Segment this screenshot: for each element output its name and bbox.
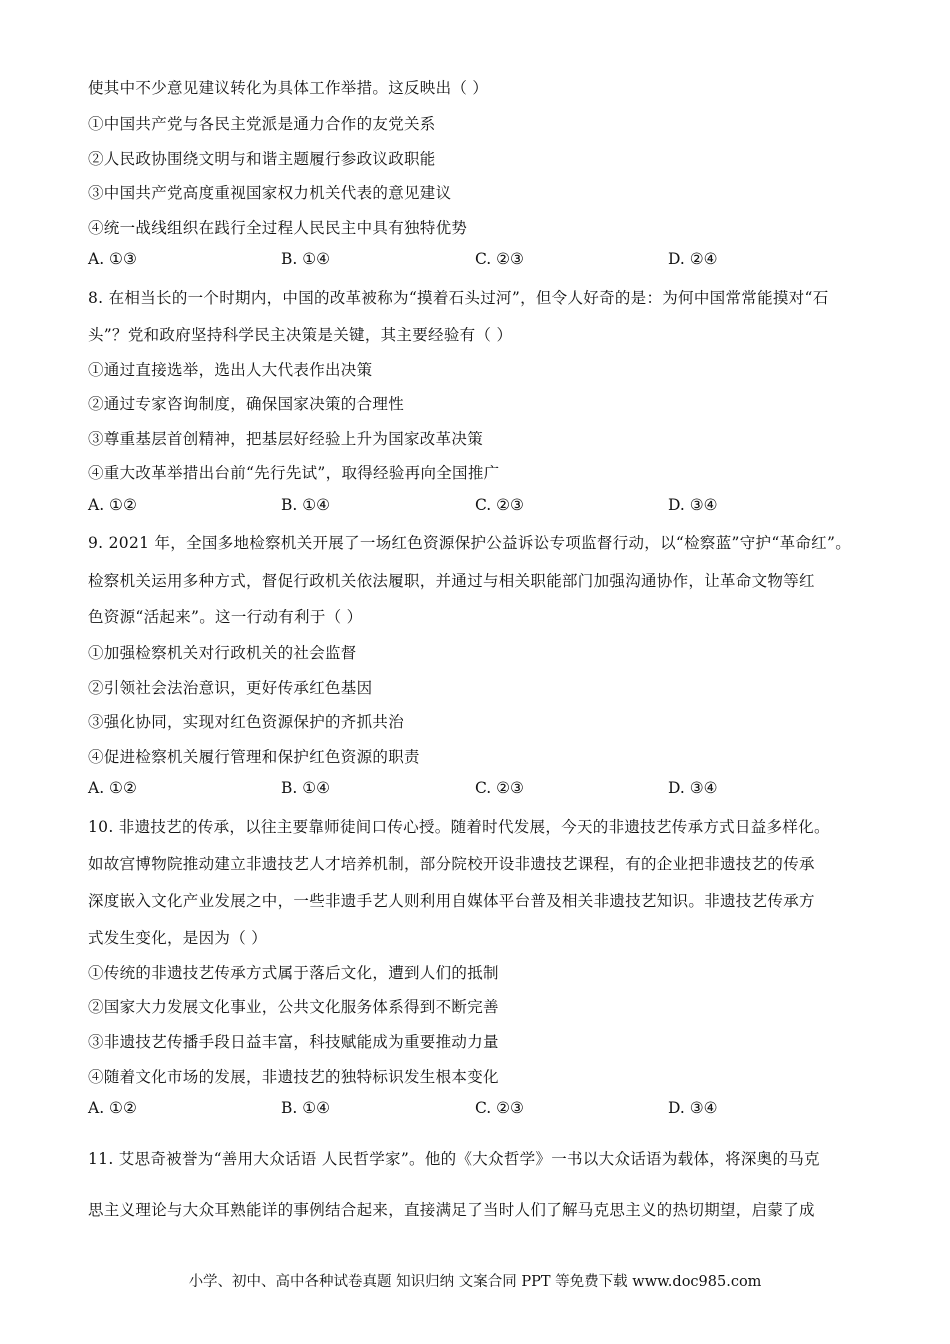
q9-statement-4: ④促进检察机关履行管理和保护红色资源的职责	[88, 748, 420, 766]
q7-option-b: B. ①④	[281, 250, 331, 268]
q9-option-d: D. ③④	[668, 779, 718, 797]
q9-statement-3: ③强化协同，实现对红色资源保护的齐抓共治	[88, 713, 405, 731]
q10-statement-2: ②国家大力发展文化事业，公共文化服务体系得到不断完善	[88, 998, 499, 1016]
q10-stem-line-1: 10. 非遗技艺的传承，以往主要靠师徒间口传心授。随着时代发展，今天的非遗技艺传承方式日益多样化。	[88, 818, 830, 836]
q11-stem-line-1: 11. 艾思奇被誉为“善用大众话语 人民哲学家”。他的《大众哲学》一书以大众话语为载体，将深奥的马克	[88, 1150, 820, 1168]
q8-option-a: A. ①②	[88, 496, 137, 514]
q8-option-b: B. ①④	[281, 496, 331, 514]
q7-option-d: D. ②④	[668, 250, 718, 268]
q9-stem-line-3: 色资源“活起来”。这一行动有利于（ ）	[88, 608, 363, 626]
q10-option-a: A. ①②	[88, 1099, 137, 1117]
q10-option-b: B. ①④	[281, 1099, 331, 1117]
q7-statement-2: ②人民政协围绕文明与和谐主题履行参政议政职能	[88, 150, 436, 168]
q8-stem-line-1: 8. 在相当长的一个时期内，中国的改革被称为“摸着石头过河”，但令人好奇的是：为何中国常常能摸对“石	[88, 289, 829, 307]
q9-option-c: C. ②③	[475, 779, 524, 797]
q8-statement-4: ④重大改革举措出台前“先行先试”，取得经验再向全国推广	[88, 464, 500, 482]
q9-stem-line-1: 9. 2021 年，全国多地检察机关开展了一场红色资源保护公益诉讼专项监督行动，以“检察蓝”守护“革命红”。	[88, 534, 851, 552]
q9-statement-2: ②引领社会法治意识，更好传承红色基因	[88, 679, 373, 697]
q10-stem-line-4: 式发生变化，是因为（ ）	[88, 929, 268, 947]
q7-statement-3: ③中国共产党高度重视国家权力机关代表的意见建议	[88, 184, 452, 202]
q10-option-c: C. ②③	[475, 1099, 524, 1117]
q8-statement-3: ③尊重基层首创精神，把基层好经验上升为国家改革决策	[88, 430, 484, 448]
q7-option-a: A. ①③	[88, 250, 137, 268]
q11-stem-line-2: 思主义理论与大众耳熟能详的事例结合起来，直接满足了当时人们了解马克思主义的热切期望，启蒙了成	[88, 1201, 815, 1219]
page-footer: 小学、初中、高中各种试卷真题 知识归纳 文案合同 PPT 等免费下载 www.doc985.com	[188, 1274, 762, 1290]
q8-stem-line-2: 头”？党和政府坚持科学民主决策是关键，其主要经验有（ ）	[88, 326, 513, 344]
q7-statement-1: ①中国共产党与各民主党派是通力合作的友党关系	[88, 115, 436, 133]
q7-statement-4: ④统一战线组织在践行全过程人民民主中具有独特优势	[88, 219, 468, 237]
q9-statement-1: ①加强检察机关对行政机关的社会监督	[88, 644, 357, 662]
q10-stem-line-3: 深度嵌入文化产业发展之中，一些非遗手艺人则利用自媒体平台普及相关非遗技艺知识。非遗技艺传承方	[88, 892, 815, 910]
q8-statement-1: ①通过直接选举，选出人大代表作出决策	[88, 361, 373, 379]
q7-stem-tail: 使其中不少意见建议转化为具体工作举措。这反映出（ ）	[88, 79, 489, 97]
q10-statement-4: ④随着文化市场的发展，非遗技艺的独特标识发生根本变化	[88, 1068, 499, 1086]
q7-option-c: C. ②③	[475, 250, 524, 268]
q10-statement-3: ③非遗技艺传播手段日益丰富，科技赋能成为重要推动力量	[88, 1033, 499, 1051]
q10-stem-line-2: 如故宫博物院推动建立非遗技艺人才培养机制，部分院校开设非遗技艺课程，有的企业把非遗技艺的传承	[88, 855, 815, 873]
q10-statement-1: ①传统的非遗技艺传承方式属于落后文化，遭到人们的抵制	[88, 964, 499, 982]
q9-stem-line-2: 检察机关运用多种方式，督促行政机关依法履职，并通过与相关职能部门加强沟通协作，让革命文物等红	[88, 572, 815, 590]
q9-option-b: B. ①④	[281, 779, 331, 797]
q9-option-a: A. ①②	[88, 779, 137, 797]
q8-option-c: C. ②③	[475, 496, 524, 514]
q8-option-d: D. ③④	[668, 496, 718, 514]
q8-statement-2: ②通过专家咨询制度，确保国家决策的合理性	[88, 395, 405, 413]
q10-option-d: D. ③④	[668, 1099, 718, 1117]
